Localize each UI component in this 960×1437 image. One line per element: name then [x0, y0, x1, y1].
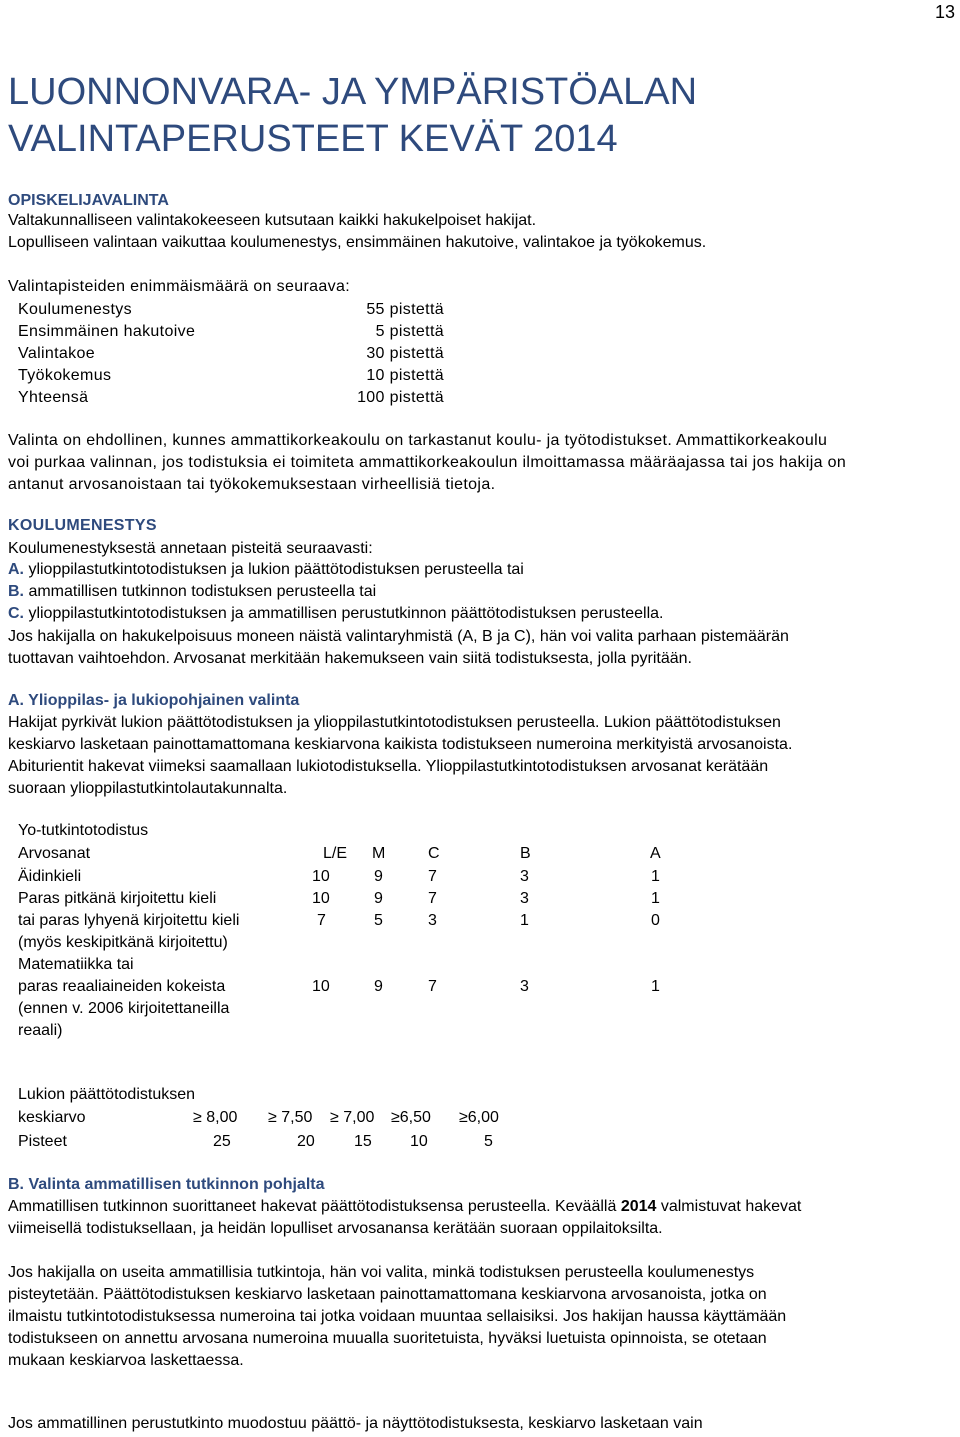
yo-cell: 10 — [312, 868, 330, 885]
section-b-para2-line-1: Jos hakijalla on useita ammatillisia tutkintoja, hän voi valita, minkä todistuksen perusteella koulumenestys — [8, 1264, 755, 1281]
conditional-line-2: voi purkaa valinnan, jos todistuksia ei toimiteta ammattikorkeakoulun ilmoittamassa määräajassa tai jos hakija on — [8, 454, 847, 471]
yo-cell: 9 — [374, 978, 383, 995]
threshold-cell: ≥ 8,00 — [193, 1109, 238, 1126]
section-b-line-2: viimeisellä todistuksellaan, ja heidän lopulliset arvosanansa kerätään suoraan oppilaitoksilta. — [8, 1220, 663, 1237]
points-value: 55 pistettä — [366, 301, 444, 318]
yo-cell: 3 — [520, 868, 529, 885]
yo-cell: 7 — [317, 912, 326, 929]
section-b-para2-line-3: ilmaistu tutkintotodistuksessa numeroina tai jotka voidaan muuntaa sellaisiksi. Jos hakijan haussa käyttämään — [8, 1308, 787, 1325]
opiskelijavalinta-line-2: Lopulliseen valintaan vaikuttaa koulumenestys, ensimmäinen hakutoive, valintakoe ja työkokemus. — [8, 234, 707, 251]
greater-equal-icon: ≥ — [459, 1109, 468, 1126]
item-letter: C. — [8, 605, 24, 622]
points-label: Ensimmäinen hakutoive — [18, 323, 196, 340]
greater-equal-icon: ≥ — [268, 1109, 277, 1126]
greater-equal-icon: ≥ — [330, 1109, 339, 1126]
points-intro: Valintapisteiden enimmäismäärä on seuraava: — [8, 278, 351, 295]
points-value: 10 pistettä — [366, 367, 444, 384]
yo-row-label: Matematiikka tai — [18, 956, 134, 973]
yo-cell: 1 — [651, 978, 660, 995]
threshold-cell: ≥ 7,50 — [268, 1109, 313, 1126]
yo-cell: 7 — [428, 978, 437, 995]
points-label: Työkokemus — [18, 367, 112, 384]
lukio-points-cell: 15 — [354, 1133, 372, 1150]
yo-cell: 9 — [374, 868, 383, 885]
greater-equal-icon: ≥ — [193, 1109, 202, 1126]
points-label: Valintakoe — [18, 345, 96, 362]
yo-row-label: Äidinkieli — [18, 868, 82, 885]
grade-header: B — [520, 845, 531, 862]
points-label: Yhteensä — [18, 389, 89, 406]
opiskelijavalinta-line-1: Valtakunnalliseen valintakokeeseen kutsutaan kaikki hakukelpoiset hakijat. — [8, 212, 537, 229]
yo-cell: 3 — [520, 890, 529, 907]
yo-cell: 5 — [374, 912, 383, 929]
item-text: ylioppilastutkintotodistuksen ja ammatillisen perustutkinnon päättötodistuksen perusteella. — [24, 605, 664, 622]
points-value: 100 pistettä — [357, 389, 444, 406]
yo-cell: 1 — [651, 868, 660, 885]
section-a-line-4: suoraan ylioppilastutkintolautakunnalta. — [8, 780, 288, 797]
section-a-line-3: Abiturientit hakevat viimeksi saamallaan lukiotodistuksella. Ylioppilastutkintotodistuksen arvosanat kerätään — [8, 758, 769, 775]
yo-cell: 0 — [651, 912, 660, 929]
yo-cell: 3 — [428, 912, 437, 929]
points-value: 30 pistettä — [366, 345, 444, 362]
conditional-line-3: antanut arvosanoistaan tai työkokemuksestaan virheellisiä tietoja. — [8, 476, 496, 493]
page-title-line-2: VALINTAPERUSTEET KEVÄT 2014 — [8, 118, 618, 160]
grade-header: A — [650, 845, 661, 862]
grade-header: L/E — [323, 845, 348, 862]
opiskelijavalinta-heading: OPISKELIJAVALINTA — [8, 192, 169, 209]
lukio-points-cell: 25 — [213, 1133, 231, 1150]
yo-cell: 7 — [428, 890, 437, 907]
grade-header: C — [428, 845, 440, 862]
greater-equal-icon: ≥ — [391, 1109, 400, 1126]
koulumenestys-item-c — [8, 605, 663, 623]
section-b-para3: Jos ammatillinen perustutkinto muodostuu päättö- ja näyttötodistuksesta, keskiarvo lasketaan vain — [8, 1415, 703, 1432]
lukio-points-cell: 20 — [297, 1133, 315, 1150]
section-b-line-1: Ammatillisen tutkinnon suorittaneet hakevat päättötodistuksensa perusteella. Keväällä 2014 valmistuvat hakevat — [8, 1198, 802, 1215]
yo-cell: 10 — [312, 890, 330, 907]
koulumenestys-item-b — [8, 583, 376, 601]
lukio-row-label: Pisteet — [18, 1133, 67, 1150]
yo-row-label: (myös keskipitkänä kirjoitettu) — [18, 934, 228, 951]
koulumenestys-note-2: tuottavan vaihtoehdon. Arvosanat merkitään hakemukseen vain siitä todistuksesta, jolla pyritään. — [8, 650, 692, 667]
yo-cell: 7 — [428, 868, 437, 885]
yo-cell: 1 — [520, 912, 529, 929]
lukio-table-caption: Lukion päättötodistuksen — [18, 1086, 196, 1103]
koulumenestys-intro: Koulumenestyksestä annetaan pisteitä seuraavasti: — [8, 540, 373, 557]
conditional-line-1: Valinta on ehdollinen, kunnes ammattikorkeakoulu on tarkastanut koulu- ja työtodistukset. Ammattikorkeakoulu — [8, 432, 828, 449]
yo-cell: 10 — [312, 978, 330, 995]
yo-header-label: Arvosanat — [18, 845, 91, 862]
section-b-para2-line-5: mukaan keskiarvoa laskettaessa. — [8, 1352, 244, 1369]
yo-row-label: paras reaaliaineiden kokeista — [18, 978, 226, 995]
lukio-row-label: keskiarvo — [18, 1109, 86, 1126]
koulumenestys-item-a — [8, 561, 524, 579]
item-letter: A. — [8, 561, 24, 578]
yo-row-label: Paras pitkänä kirjoitettu kieli — [18, 890, 217, 907]
yo-cell: 3 — [520, 978, 529, 995]
koulumenestys-heading: KOULUMENESTYS — [8, 517, 157, 534]
yo-row-label: tai paras lyhyenä kirjoitettu kieli — [18, 912, 240, 929]
yo-table-caption: Yo-tutkintotodistus — [18, 822, 149, 839]
item-text: ylioppilastutkintotodistuksen ja lukion päättötodistuksen perusteella tai — [24, 561, 524, 578]
page-title-line-1: LUONNONVARA- JA YMPÄRISTÖALAN — [8, 71, 698, 113]
points-value: 5 pistettä — [375, 323, 444, 340]
section-a-heading: A. Ylioppilas- ja lukiopohjainen valinta — [8, 692, 300, 709]
section-b-heading: B. Valinta ammatillisen tutkinnon pohjalta — [8, 1176, 325, 1193]
yo-row-label: (ennen v. 2006 kirjoitettaneilla — [18, 1000, 230, 1017]
grade-header: M — [372, 845, 386, 862]
yo-row-label: reaali) — [18, 1022, 63, 1039]
page-number: 13 — [935, 2, 956, 22]
item-text: ammatillisen tutkinnon todistuksen perusteella tai — [24, 583, 377, 600]
section-a-line-2: keskiarvo lasketaan painottamattomana keskiarvona kaikista todistukseen numeroina merkityistä arvosanoista. — [8, 736, 793, 753]
lukio-points-cell: 5 — [484, 1133, 493, 1150]
threshold-cell: ≥ 7,00 — [330, 1109, 375, 1126]
points-label: Koulumenestys — [18, 301, 132, 318]
threshold-cell: ≥6,50 — [391, 1109, 431, 1126]
lukio-points-cell: 10 — [410, 1133, 428, 1150]
koulumenestys-note-1: Jos hakijalla on hakukelpoisuus moneen näistä valintaryhmistä (A, B ja C), hän voi valita parhaan pistemäärän — [8, 628, 789, 645]
yo-cell: 1 — [651, 890, 660, 907]
section-a-line-1: Hakijat pyrkivät lukion päättötodistuksen ja ylioppilastutkintotodistuksen perusteella. Lukion päättötodistuksen — [8, 714, 781, 731]
section-b-para2-line-4: todistukseen on annettu arvosana numeroina muualla suoritetuista, hyväksi luetuista opinnoista, se otetaan — [8, 1330, 767, 1347]
section-b-para2-line-2: pisteytetään. Päättötodistuksen keskiarvo lasketaan painottamattomana keskiarvona arvosanoista, jotka on — [8, 1286, 767, 1303]
threshold-cell: ≥6,00 — [459, 1109, 499, 1126]
item-letter: B. — [8, 583, 24, 600]
yo-cell: 9 — [374, 890, 383, 907]
